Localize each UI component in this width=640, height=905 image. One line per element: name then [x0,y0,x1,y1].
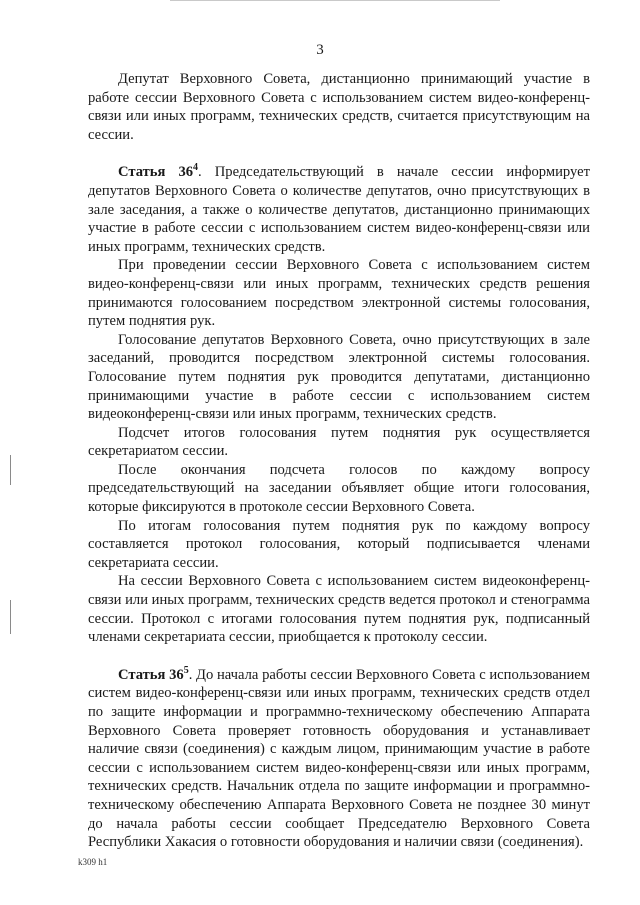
article-36-5 [88,666,590,852]
paragraph: Подсчет итогов голосования путем поднятия рук осуществляется секретариатом сессии. [88,424,590,460]
article-36-4 [88,163,590,256]
paragraph: Депутат Верховного Совета, дистанционно принимающий участие в работе сессии Верховного Совета с использованием систем видео-конференц-связи или иных программ, технических средств, считается присутствующим на сессии. [88,71,590,143]
article-text: . Председательствующий в начале сессии информирует депутатов Верховного Совета о количестве депутатов, очно присутствующих в зале заседания, а также о количестве депутатов, дистанционно принимающих участие в работе сессии с использованием систем видео-конференц-связи или иных программ, технических средств. [88,164,590,255]
paragraph: Голосование депутатов Верховного Совета, очно присутствующих в зале заседаний, проводится посредством электронной системы голосования. Голосование путем поднятия рук проводится депутатами, дистанционно принимающими участие в работе сессии с использованием систем видеоконференц-связи или иных программ, технических средств. [88,331,590,423]
scan-margin-mark [10,600,11,634]
article-heading: Статья $36^5$ [118,664,189,683]
scan-margin-mark [10,455,11,485]
article-heading: Статья $36^4$ [118,162,199,181]
document-body [88,70,590,852]
page-number: 3 [316,42,324,58]
paragraph: После окончания подсчета голосов по каждому вопросу председательствующий на заседании объявляет общие итоги голосования, которые фиксируются в протоколе сессии Верховного Совета. [88,461,590,516]
paragraph: На сессии Верховного Совета с использованием систем видеоконференц-связи или иных программ, технических средств ведется протокол и стенограмма сессии. Протокол с итогами голосования путем поднятия рук, подписанный членами секретариата сессии, приобщается к протоколу сессии. [88,573,590,646]
article-text: . До начала работы сессии Верховного Совета с использованием систем видео-конференц-связи или иных программ, технических средств отдел по защите информации и программно-техническому обеспечению Аппарата Верховного Совета проверяет готовность оборудования и устанавливает наличие связи (соединения) с каждым лицом, принимающим участие в работе сессии с использованием систем видео-конференц-связи или иных программ, технических средств. Начальник отдела по защите информации и программно-техническому обеспечению Аппарата Верховного Совета не позднее 30 минут до начала работы сессии сообщает Председателю Верховного Совета Республики Хакасия о готовности оборудования и наличии связи (соединения). [88,666,590,851]
paragraph: При проведении сессии Верховного Совета с использованием систем видео-конференц-связи или иных программ, технических средств решения принимаются голосованием посредством электронной системы голосования, путем поднятия рук. [88,257,590,330]
scan-edge-line [170,0,500,1]
footer-code: k309 h1 [78,857,108,867]
paragraph: По итогам голосования путем поднятия рук по каждому вопросу составляется протокол голосования, который подписывается членами секретариата сессии. [88,517,590,571]
